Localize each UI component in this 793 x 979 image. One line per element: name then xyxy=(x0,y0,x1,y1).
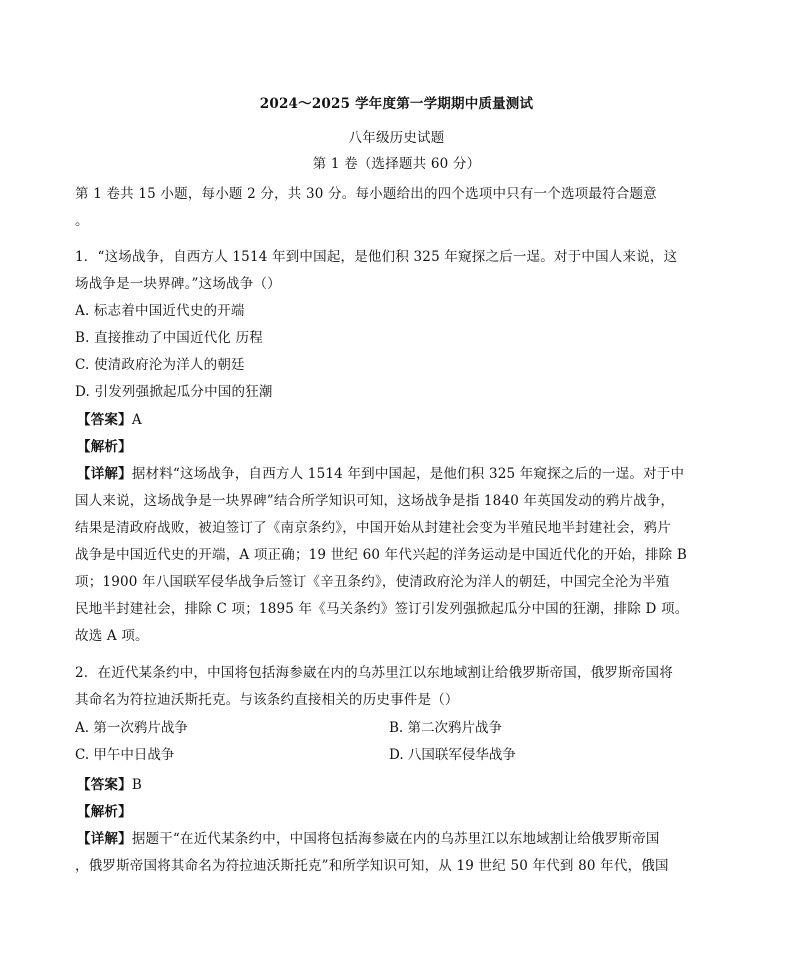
q1-analysis-tag xyxy=(77,437,132,457)
exam-subtitle: 八年级历史试题 xyxy=(348,130,445,146)
q1-stem-line-2: 场战争是一块界碑。”这场战争（） xyxy=(75,276,281,292)
q2-option-b: B. 第二次鸦片战争 xyxy=(389,720,503,736)
q2-option-d: D. 八国联军侵华战争 xyxy=(389,747,516,763)
q1-option-c: C. 使清政府沦为洋人的朝廷 xyxy=(75,357,245,373)
q1-detail-line-3: 结果是清政府战败，被迫签订了《南京条约》，中国开始从封建社会变为半殖民地半封建社会，鸦片 xyxy=(75,520,672,536)
q2-stem-line-2: 其命名为符拉迪沃斯托克。与该条约直接相关的历史事件是（） xyxy=(75,692,459,708)
q2-detail-text-1: 据题干“在近代某条约中，中国将包括海参崴在内的乌苏里江以东地域割让给俄罗斯帝国 xyxy=(131,831,660,847)
q1-detail-tag: 【详解】 xyxy=(77,466,132,482)
q1-option-a: A. 标志着中国近代史的开端 xyxy=(75,303,245,319)
q1-detail-line-5: 项；1900 年八国联军侵华战争后签订《辛丑条约》，使清政府沦为洋人的朝廷，中国完全沦为半殖 xyxy=(75,574,670,590)
q1-detail-line-2: 国人来说，这场战争是一块界碑”结合所学知识可知，这场战争是指 1840 年英国发动的鸦片战争， xyxy=(75,493,675,509)
instructions-line-2: 。 xyxy=(75,213,89,229)
q2-detail-tag: 【详解】 xyxy=(77,831,132,847)
exam-title: 2024～2025 学年度第一学期期中质量测试 xyxy=(259,96,534,112)
q2-analysis-label: 【解析】 xyxy=(77,804,132,820)
q1-detail-line-4: 战争是中国近代史的开端，A 项正确；19 世纪 60 年代兴起的洋务运动是中国近代化的开始，排除 B xyxy=(75,547,687,563)
q1-detail-line-7: 故选 A 项。 xyxy=(75,628,149,644)
q1-answer-tag: 【答案】 xyxy=(77,412,132,428)
q1-option-d: D. 引发列强掀起瓜分中国的狂潮 xyxy=(75,384,273,400)
q1-answer-value: A xyxy=(131,412,142,428)
q1-answer xyxy=(77,410,142,430)
q1-analysis-label: 【解析】 xyxy=(77,439,132,455)
q1-stem-line-1: 1．“这场战争，自西方人 1514 年到中国起，是他们积 325 年窥探之后一逞。对于中国人来说，这 xyxy=(75,249,678,265)
q1-detail-line-1 xyxy=(77,464,684,484)
q2-option-c: C. 甲午中日战争 xyxy=(75,747,175,763)
q2-analysis-tag xyxy=(77,802,132,822)
q1-detail-text-1: 据材料“这场战争，自西方人 1514 年到中国起，是他们积 325 年窥探之后的一逞。对于中 xyxy=(131,466,685,482)
section-heading: 第 1 卷（选择题共 60 分） xyxy=(312,156,481,172)
q1-detail-line-6: 民地半封建社会，排除 C 项；1895 年《马关条约》签订引发列强掀起瓜分中国的狂潮，排除 D 项。 xyxy=(75,601,689,617)
q1-option-b: B. 直接推动了中国近代化 历程 xyxy=(75,330,263,346)
q2-answer xyxy=(77,775,142,795)
instructions-line-1: 第 1 卷共 15 小题，每小题 2 分，共 30 分。每小题给出的四个选项中只有一个选项最符合题意 xyxy=(75,186,657,202)
q2-stem-line-1: 2．在近代某条约中，中国将包括海参崴在内的乌苏里江以东地域割让给俄罗斯帝国，俄罗斯帝国将 xyxy=(75,665,673,681)
q2-answer-value: B xyxy=(131,777,142,793)
q2-answer-tag: 【答案】 xyxy=(77,777,132,793)
q2-detail-line-1 xyxy=(77,829,660,849)
q2-option-a: A. 第一次鸦片战争 xyxy=(75,720,188,736)
q2-detail-line-2: ，俄罗斯帝国将其命名为符拉迪沃斯托克”和所学知识可知，从 19 世纪 50 年代到 80 年代，俄国 xyxy=(75,858,669,874)
